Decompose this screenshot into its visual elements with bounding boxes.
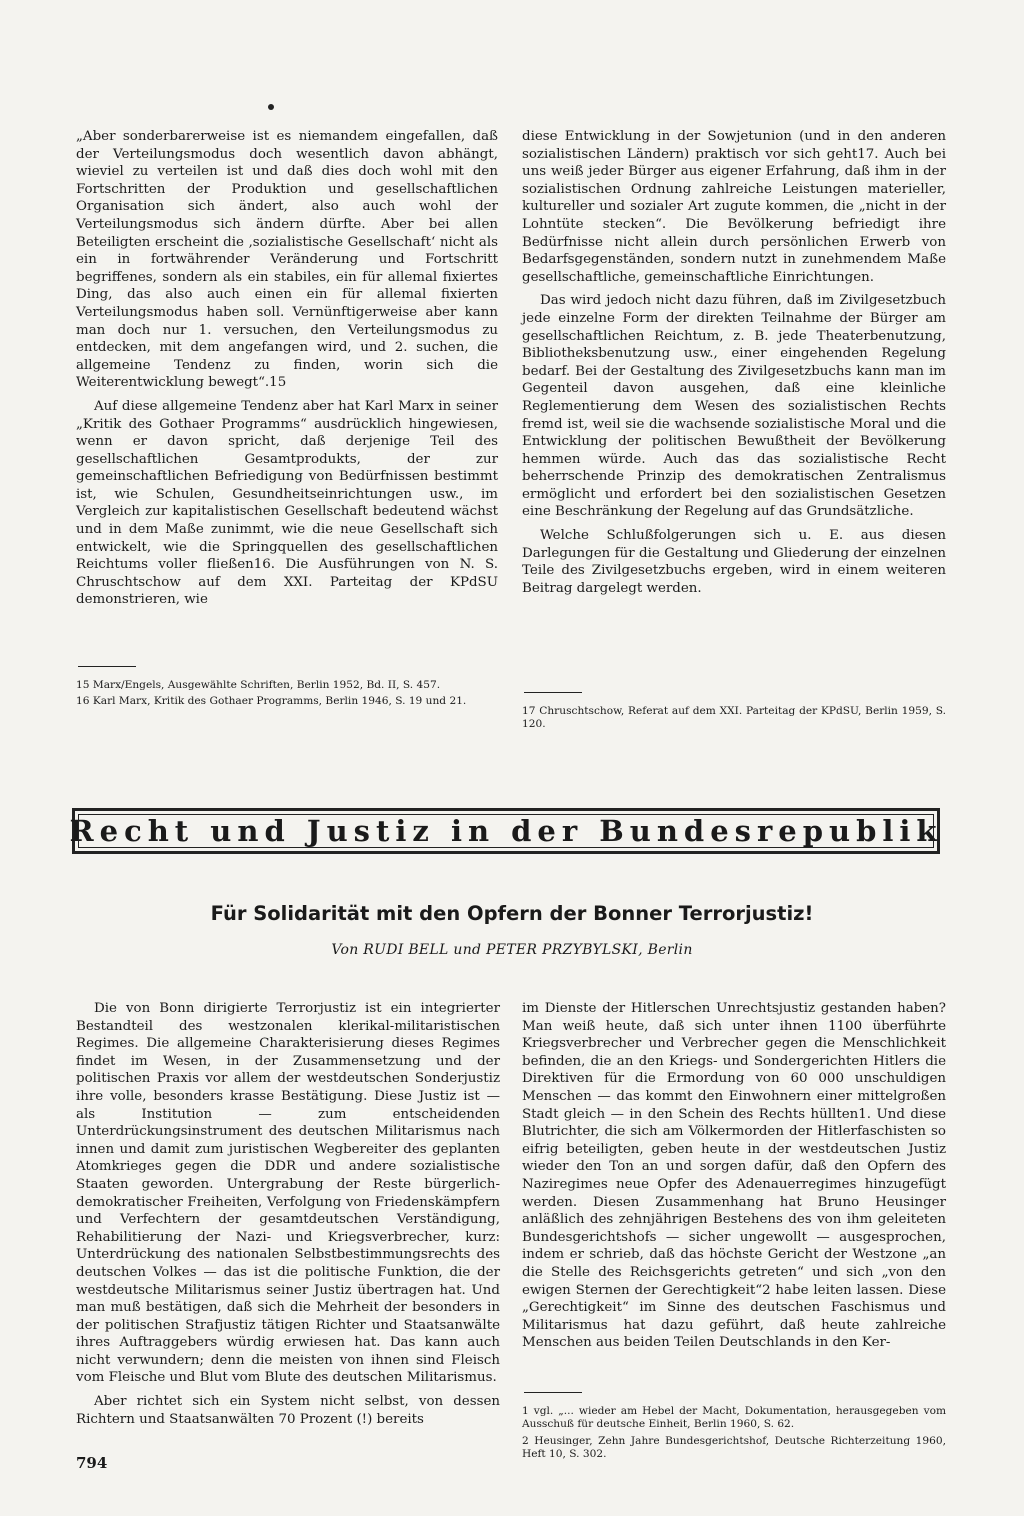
body-paragraph: Auf diese allgemeine Tendenz aber hat Karl Marx in seiner „Kritik des Gothaer Programms“ ausdrücklich hingewiesen, wenn er davon spricht, daß derjenige Teil des gesellschaftlichen Gesamtprodukts, der zur gemeinschaftlichen Befriedigung von Bedürfnissen bestimmt ist, wie Schulen, Gesundheitseinrichtungen usw., im Vergleich zur kapitalistischen Gesellschaft bedeutend wächst und in dem Maße zunimmt, wie die neue Gesellschaft sich entwickelt, wie die Springquellen des gesellschaftlichen Reichtums voller fließen16. Die Ausführungen von N. S. Chruschtschow auf dem XXI. Parteitag der KPdSU demonstrieren, wie (76, 398, 498, 608)
decorative-dot (268, 104, 274, 110)
page-number: 794 (76, 1454, 108, 1472)
footnotes-top-left (76, 656, 500, 712)
footnote-1: 1 vgl. „... wieder am Hebel der Macht, Dokumentation, herausgegeben vom Ausschuß für deutsche Einheit, Berlin 1960, S. 62. (522, 1405, 946, 1431)
top-right-column (522, 128, 946, 603)
bottom-right-column (522, 1000, 946, 1358)
body-paragraph: Aber richtet sich ein System nicht selbst, von dessen Richtern und Staatsanwälten 70 Prozent (!) bereits (76, 1394, 500, 1427)
body-paragraph: Welche Schlußfolgerungen sich u. E. aus diesen Darlegungen für die Gestaltung und Gliederung der einzelnen Teile des Zivilgesetzbuchs ergeben, wird in einem weiteren Beitrag dargelegt werden. (522, 528, 946, 596)
article-title: Für Solidarität mit den Opfern der Bonner Terrorjustiz! (210, 902, 814, 925)
body-paragraph: im Dienste der Hitlerschen Unrechtsjustiz gestanden haben? Man weiß heute, daß sich unter ihnen 1100 überführte Kriegsverbrecher und Verbrecher gegen die Menschlichkeit befinden, die an den Kriegs- und Sondergerichten Hitlers die Direktiven für die Ermordung von 60 000 unschuldigen Menschen — das kommt den Einwohnern einer mittelgroßen Stadt gleich — in den Schein des Rechts hüllten1. Und diese Blutrichter, die sich am Völkermorden der Hitlerfaschisten so eifrig beteiligten, geben heute in der westdeutschen Justiz wieder den Ton an und sorgen dafür, daß den Opfern des Naziregimes neue Opfer des Adenauerregimes hinzugefügt werden. Diesen Zusammenhang hat Bruno Heusinger anläßlich des zehnjährigen Bestehens des von ihm geleiteten Bundesgerichtshofs — sicher ungewollt — ausgesprochen, indem er schrieb, daß das höchste Gericht der Westzone „an die Stelle des Reichsgerichts getreten“ und sich „von den ewigen Sternen der Gerechtigkeit“2 habe leiten lassen. Diese „Gerechtigkeit“ im Sinne des deutschen Faschismus und Militarismus hat dazu geführt, daß heute zahlreiche Menschen aus beiden Teilen Deutschlands in den Ker- (522, 1001, 946, 1351)
footnote-15: 15 Marx/Engels, Ausgewählte Schriften, Berlin 1952, Bd. II, S. 457. (76, 679, 441, 691)
footnotes-bottom-right (522, 1382, 946, 1465)
bottom-left-column (76, 1000, 500, 1434)
footnote-rule (524, 1392, 582, 1393)
section-rubric (69, 808, 943, 854)
footnote-17: 17 Chruschtschow, Referat auf dem XXI. Parteitag der KPdSU, Berlin 1959, S. 120. (522, 705, 946, 731)
body-paragraph: diese Entwicklung in der Sowjetunion (und in den anderen sozialistischen Ländern) praktisch vor sich geht17. Auch bei uns weiß jeder Bürger aus eigener Erfahrung, daß ihm in der sozialistischen Ordnung zahlreiche Leistungen materieller, kultureller und sozialer Art zugute kommen, die „nicht in der Lohntüte stecken“. Die Bevölkerung befriedigt ihre Bedürfnisse nicht allein durch persönlichen Erwerb von Bedarfsgegenständen, sondern nutzt in zunehmendem Maße gesellschaftliche, gemeinschaftliche Einrichtungen. (522, 129, 946, 285)
footnote-16: 16 Karl Marx, Kritik des Gothaer Programms, Berlin 1946, S. 19 und 21. (76, 695, 467, 708)
top-left-column (76, 128, 498, 615)
quote-paragraph: „Aber sonderbarerweise ist es niemandem eingefallen, daß der Verteilungsmodus doch wesentlich davon abhängt, wieviel zu verteilen ist und daß dies doch wohl mit den Fortschritten der Produktion und gesellschaftlichen Organisation sich ändert, also auch wohl der Verteilungsmodus sich ändern dürfte. Aber bei allen Beteiligten erscheint die ‚sozialistische Gesellschaft‘ nicht als ein in fortwährender Veränderung und Fortschritt begriffenes, sondern als ein stabiles, ein für allemal fixiertes Ding, das also auch einen ein für allemal fixierten Verteilungsmodus haben soll. Vernünftigerweise aber kann man doch nur 1. versuchen, den Verteilungsmodus zu entdecken, mit dem angefangen wird, und 2. suchen, die allgemeine Tendenz zu finden, worin sich die Weiterentwicklung bewegt“.15 (76, 129, 498, 391)
body-paragraph: Die von Bonn dirigierte Terrorjustiz ist ein integrierter Bestandteil des westzonalen klerikal-militaristischen Regimes. Die allgemeine Charakterisierung dieses Regimes findet im Wesen, in der Zusammensetzung und der politischen Praxis vor allem der westdeutschen Sonderjustiz ihre volle, besonders krasse Bestätigung. Diese Justiz ist — als Institution — zum entscheidenden Unterdrückungsinstrument des deutschen Militarismus nach innen und damit zum juristischen Wegbereiter des geplanten Atomkrieges gegen die DDR und andere sozialistische Staaten geworden. Untergrabung der Reste bürgerlich-demokratischer Freiheiten, Verfolgung von Friedenskämpfern und Verfechtern der gesamtdeutschen Verständigung, Rehabilitierung der Nazi- und Kriegsverbrecher, kurz: Unterdrückung des nationalen Selbstbestimmungsrechts des deutschen Volkes — das ist die politische Funktion, die der westdeutsche Militarismus seiner Justiz übertragen hat. Und man muß bestätigen, daß sich die Mehrheit der besonders in der politischen Strafjustiz tätigen Richter und Staatsanwälte ihres Auftraggebers würdig erwiesen hat. Das kann auch nicht verwundern; denn die meisten von ihnen sind Fleisch vom Fleische und Blut vom Blute des deutschen Militarismus. (76, 1001, 500, 1386)
footnote-rule (78, 666, 136, 667)
footnotes-top-right (522, 682, 946, 735)
footnote-2: 2 Heusinger, Zehn Jahre Bundesgerichtshof, Deutsche Richterzeitung 1960, Heft 10, S. 302. (522, 1434, 946, 1461)
body-paragraph: Das wird jedoch nicht dazu führen, daß im Zivilgesetzbuch jede einzelne Form der direkten Teilnahme der Bürger am gesellschaftlichen Reichtum, z. B. jede Theaterbenutzung, Bibliotheksbenutzung usw., einer eingehenden Regelung bedarf. Bei der Gestaltung des Zivilgesetzbuchs kann man im Gegenteil davon ausgehen, daß eine kleinliche Reglementierung dem Wesen des sozialistischen Rechts fremd ist, weil sie die wachsende sozialistische Moral und die Entwicklung der politischen Bewußtheit der Bevölkerung hemmen würde. Auch das das sozialistische Recht beherrschende Prinzip des demokratischen Zentralismus ermöglicht und erfordert bei den sozialistischen Gesetzen eine Beschränkung der Regelung auf das Grundsätzliche. (522, 293, 946, 520)
footnote-rule (524, 692, 582, 693)
section-rubric-text: Recht und Justiz in der Bundesrepublik (69, 814, 943, 848)
article-byline: Von RUDI BELL und PETER PRZYBYLSKI, Berlin (331, 942, 693, 958)
